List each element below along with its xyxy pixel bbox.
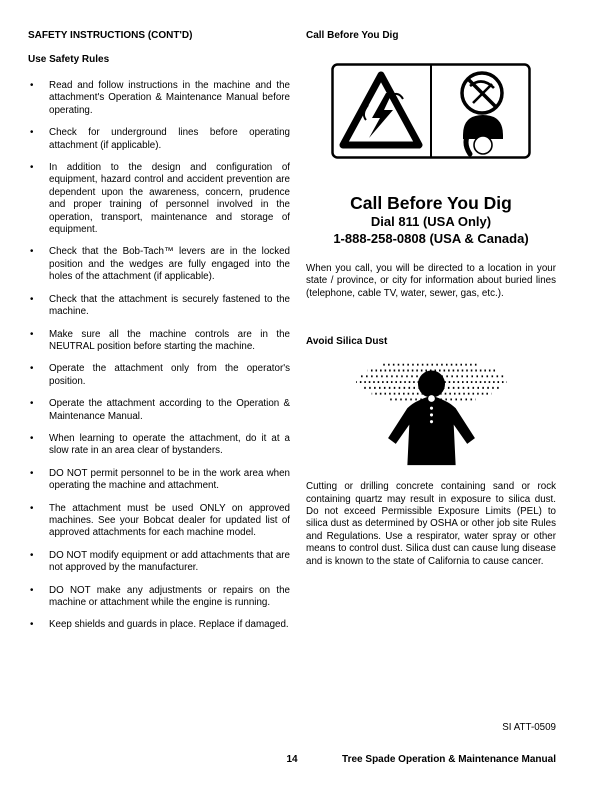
safety-rule-item: • Make sure all the machine controls are in the NEUTRAL position before starting the machine. [28,329,290,354]
silica-paragraph: Cutting or drilling concrete containing sand or rock containing quartz may result in exposure to silica dust. Do not exceed Permissible Exposure Limits (PEL) to silica dust as determined by OSHA or other job site Rules and Regulations. Use a respirator, water spray or other means to control dust. Silica dust can cause lung disease and is known to the state of California to cause cancer. [306,481,556,567]
subsection-title: Use Safety Rules [28,54,110,65]
call-before-you-dig-heading: Call Before You Dig [306,30,399,41]
section-title: SAFETY INSTRUCTIONS (CONT'D) [28,30,193,41]
safety-rule-item: • The attachment must be used ONLY on approved machines. See your Bobcat dealer for updated list of approved attachments for each machine model. [28,503,290,540]
call-before-you-dig-title: Call Before You Dig [350,193,512,213]
safety-rule-item: • DO NOT permit personnel to be in the work area when operating the machine and attachment. [28,468,290,493]
warning-graphic-svg [331,63,531,159]
silica-dust-figure-icon [306,357,556,468]
silica-graphic-svg [354,357,509,468]
avoid-silica-dust-heading: Avoid Silica Dust [306,336,388,348]
dial-811-line: Dial 811 (USA Only) [370,214,492,229]
safety-rule-item: • Check that the attachment is securely fastened to the machine. [28,294,290,319]
safety-rule-item: • Operate the attachment according to the Operation & Maintenance Manual. [28,398,290,423]
dig-paragraph: When you call, you will be directed to a location in your state / province, or city for information about buried lines (telephone, cable TV, water, sewer, gas, etc.). [306,263,556,299]
safety-rule-item: • Read and follow instructions in the machine and the attachment's Operation & Maintenance Manual before operating. [28,80,290,117]
safety-rule-item: • Check for underground lines before operating attachment (if applicable). [28,127,290,152]
safety-rule-item: • When learning to operate the attachment, do it at a slow rate in an area clear of bystanders. [28,433,290,458]
safety-rule-item: • Keep shields and guards in place. Replace if damaged. [28,619,290,631]
document-code: SI ATT-0509 [502,722,556,733]
call-before-you-dig-warning-graphic [306,63,556,159]
phone-number-line: 1-888-258-0808 (USA & Canada) [333,230,529,246]
manual-title: Tree Spade Operation & Maintenance Manual [342,754,556,765]
safety-rule-item: • DO NOT make any adjustments or repairs on the machine or attachment while the engine is running. [28,585,290,610]
safety-rule-item: • In addition to the design and configuration of equipment, hazard control and accident prevention are dependent upon the awareness, concern, prudence and proper training of personnel involved in the operation, transport, maintenance and storage of equipment. [28,162,290,236]
left-column [28,30,290,642]
person-silhouette [388,371,475,466]
safety-rule-item: • DO NOT modify equipment or add attachments that are not approved by the manufacturer. [28,550,290,575]
page-number: 14 [286,754,298,765]
right-column [306,30,556,642]
safety-rule-item: • Check that the Bob-Tach™ levers are in the locked position and the wedges are fully engaged into the holes of the attachment (if applicable). [28,246,290,283]
safety-rules-list [28,80,290,632]
safety-rule-item: • Operate the attachment only from the operator's position. [28,363,290,388]
